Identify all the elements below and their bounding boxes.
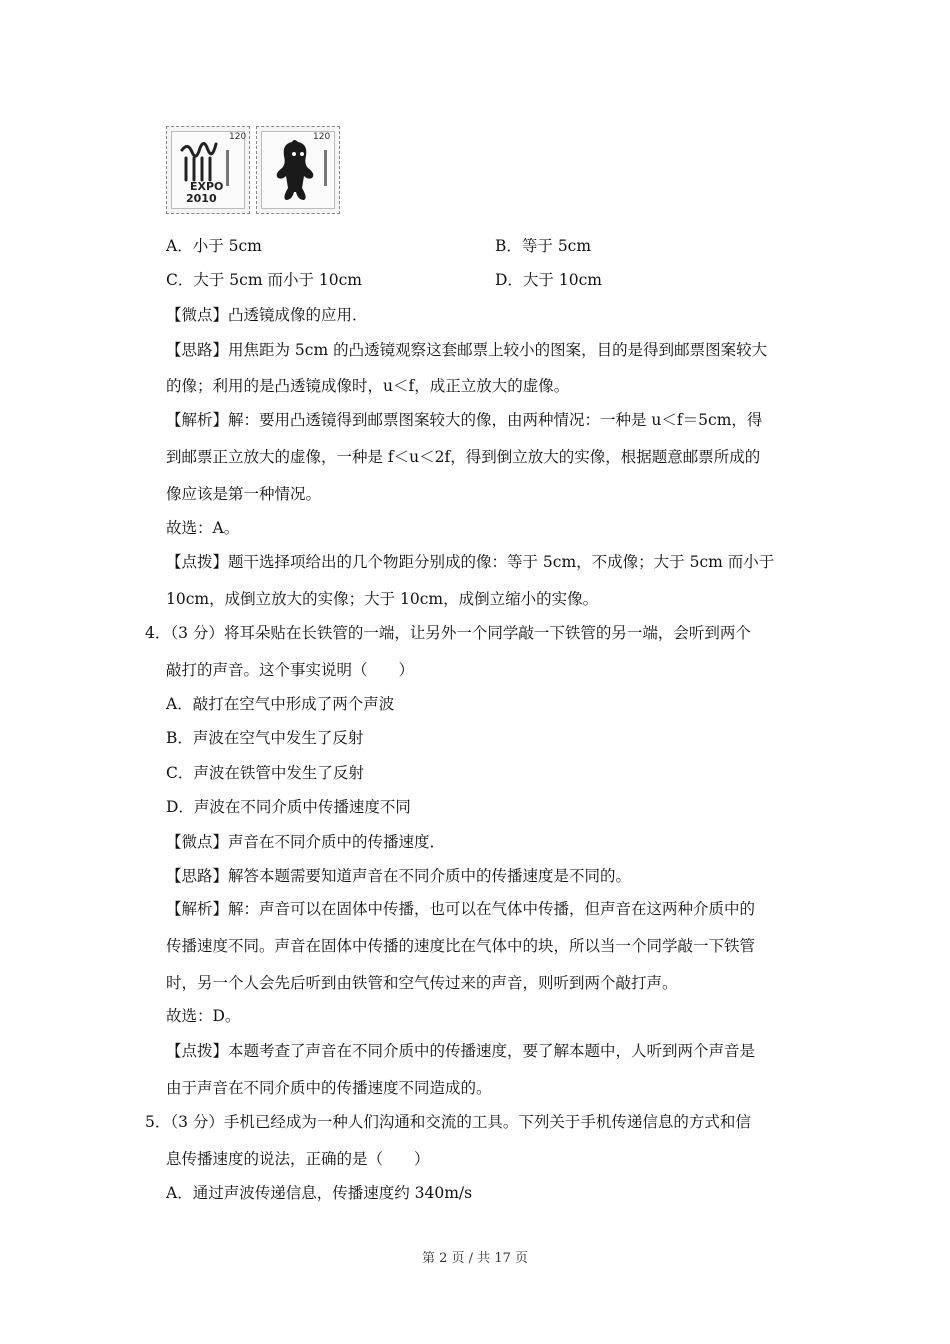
q4-tip-line-1: 【点拨】本题考查了声音在不同介质中的传播速度，要了解本题中，人听到两个声音是 xyxy=(166,1042,756,1060)
q4-option-c: C．声波在铁管中发生了反射 xyxy=(166,764,364,782)
stamp-haibao-mascot xyxy=(256,126,340,214)
q3-analysis-line-3: 像应该是第一种情况。 xyxy=(166,485,322,503)
q4-stem-line-1: 4．（3 分）将耳朵贴在长铁管的一端，让另外一个同学敲一下铁管的另一端，会听到两个 xyxy=(145,624,751,642)
q4-analysis-line-2: 传播速度不同。声音在固体中传播的速度比在气体中的块，所以当一个同学敲一下铁管 xyxy=(166,937,756,955)
q4-option-a: A．敲打在空气中形成了两个声波 xyxy=(166,695,395,713)
q4-stem-line-2: 敲打的声音。这个事实说明（ ） xyxy=(166,661,415,679)
q4-option-b: B．声波在空气中发生了反射 xyxy=(166,729,364,747)
q3-approach-line-2: 的像；利用的是凸透镜成像时，u＜f，成正立放大的虚像。 xyxy=(166,377,570,395)
stamp-expo-logo xyxy=(166,126,250,214)
q3-tip-line-1: 【点拨】题干选择项给出的几个物距分别成的像：等于 5cm，不成像；大于 5cm 而小于 xyxy=(166,553,775,571)
svg-text:2010: 2010 xyxy=(186,192,217,205)
q3-option-b: B．等于 5cm xyxy=(495,237,592,255)
q5-option-a: A．通过声波传递信息，传播速度约 340m/s xyxy=(166,1184,473,1202)
stamp-value-2: 120 xyxy=(313,132,331,142)
q4-approach: 【思路】解答本题需要知道声音在不同介质中的传播速度是不同的。 xyxy=(166,867,632,885)
q4-analysis-line-3: 时，另一个人会先后听到由铁管和空气传过来的声音，则听到两个敲打声。 xyxy=(166,974,678,992)
q4-answer: 故选：D。 xyxy=(166,1007,241,1025)
q3-tip-line-2: 10cm，成倒立放大的实像；大于 10cm，成倒立缩小的实像。 xyxy=(166,590,599,608)
q4-tip-line-2: 由于声音在不同介质中的传播速度不同造成的。 xyxy=(166,1079,492,1097)
q3-analysis-line-1: 【解析】解：要用凸透镜得到邮票图案较大的像，由两种情况：一种是 u＜f＝5cm，得 xyxy=(166,411,763,429)
q4-option-d: D．声波在不同介质中传播速度不同 xyxy=(166,798,411,816)
page-footer: 第 2 页 / 共 17 页 xyxy=(422,1251,528,1266)
q3-approach-line-1: 【思路】用焦距为 5cm 的凸透镜观察这套邮票上较小的图案，目的是得到邮票图案较大 xyxy=(166,341,768,359)
svg-text:EXPO: EXPO xyxy=(190,180,224,193)
q5-stem-line-2: 息传播速度的说法，正确的是（ ） xyxy=(166,1150,430,1168)
q4-knowledge-point: 【微点】声音在不同介质中的传播速度． xyxy=(166,833,446,851)
stamp-value-1: 120 xyxy=(229,132,247,142)
q5-stem-line-1: 5．（3 分）手机已经成为一种人们沟通和交流的工具。下列关于手机传递信息的方式和信 xyxy=(145,1113,751,1131)
q3-answer: 故选：A。 xyxy=(166,519,240,537)
q3-knowledge-point: 【微点】凸透镜成像的应用． xyxy=(166,306,368,324)
q3-option-a: A．小于 5cm xyxy=(166,237,262,255)
q4-analysis-line-1: 【解析】解：声音可以在固体中传播，也可以在气体中传播，但声音在这两种介质中的 xyxy=(166,900,756,918)
q3-option-d: D．大于 10cm xyxy=(495,271,602,289)
q3-option-c: C．大于 5cm 而小于 10cm xyxy=(166,271,362,289)
q3-analysis-line-2: 到邮票正立放大的虚像，一种是 f＜u＜2f，得到倒立放大的实像，根据题意邮票所成的 xyxy=(166,448,761,466)
expo-stamps-image xyxy=(166,126,342,214)
